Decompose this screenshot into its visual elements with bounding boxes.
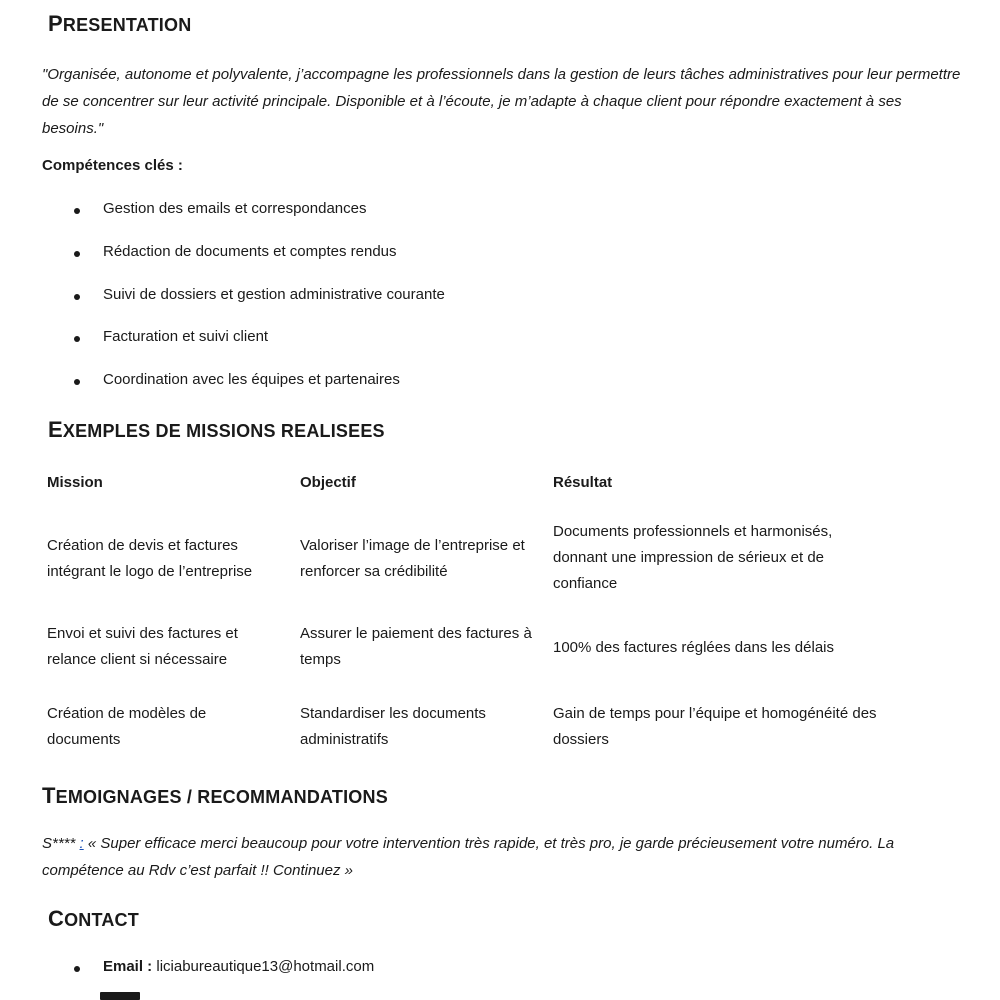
bullet-icon	[74, 208, 80, 214]
skill-item: Suivi de dossiers et gestion administrative courante	[103, 286, 445, 303]
table-cell: Documents professionnels et harmonisés, donnant une impression de sérieux et de confiance	[553, 523, 833, 592]
contact-email-item	[103, 958, 374, 975]
table-header-objectif: Objectif	[300, 474, 356, 491]
email-label: Email :	[103, 958, 153, 975]
testimonial-separator: :	[79, 835, 84, 852]
testimonial-text: « Super efficace merci beaucoup pour votre intervention très rapide, et très pro, je garde précieusement votre numéro. La compétence au Rdv c’est parfait !! Continuez »	[42, 835, 895, 879]
table-cell: Création de modèles de documents	[47, 705, 207, 748]
bullet-icon	[74, 966, 80, 972]
skill-item: Coordination avec les équipes et partenaires	[103, 371, 400, 388]
bullet-icon	[74, 294, 80, 300]
testimonials-heading: TEMOIGNAGES / RECOMMANDATIONS	[42, 783, 388, 808]
table-cell: 100% des factures réglées dans les délais	[553, 639, 835, 656]
table-header-resultat: Résultat	[553, 474, 613, 491]
table-cell: Envoi et suivi des factures et relance client si nécessaire	[47, 625, 238, 668]
table-header-mission: Mission	[47, 474, 103, 491]
bullet-icon	[74, 251, 80, 257]
table-cell: Standardiser les documents administratifs	[300, 705, 486, 748]
table-cell: Gain de temps pour l’équipe et homogénéité des dossiers	[553, 705, 877, 748]
skill-item: Gestion des emails et correspondances	[103, 200, 366, 217]
table-cell: Création de devis et factures intégrant le logo de l’entreprise	[47, 537, 253, 580]
skills-heading: Compétences clés :	[42, 157, 183, 174]
missions-heading: EXEMPLES DE MISSIONS REALISEES	[48, 417, 385, 442]
bullet-icon	[74, 336, 80, 342]
table-cell: Valoriser l’image de l’entreprise et renforcer sa crédibilité	[300, 537, 525, 580]
testimonial-author: S****	[42, 835, 80, 852]
skill-item: Facturation et suivi client	[103, 328, 268, 345]
presentation-text: "Organisée, autonome et polyvalente, j’accompagne les professionnels dans la gestion de leurs tâches administratives pour leur permettre de se concentrer sur leur activité principale. Disponible et à l’écoute, je m’adapte à chaque client pour répondre exactement à ses besoins."	[42, 66, 961, 137]
contact-heading: CONTACT	[48, 906, 139, 931]
bullet-icon	[74, 379, 80, 385]
cropped-contact-line	[100, 992, 140, 1000]
presentation-heading: PRESENTATION	[48, 11, 192, 36]
testimonial-quote	[42, 830, 962, 884]
email-value[interactable]: liciabureautique13@hotmail.com	[152, 958, 375, 975]
table-cell: Assurer le paiement des factures à temps	[300, 625, 532, 668]
skill-item: Rédaction de documents et comptes rendus	[103, 243, 397, 260]
